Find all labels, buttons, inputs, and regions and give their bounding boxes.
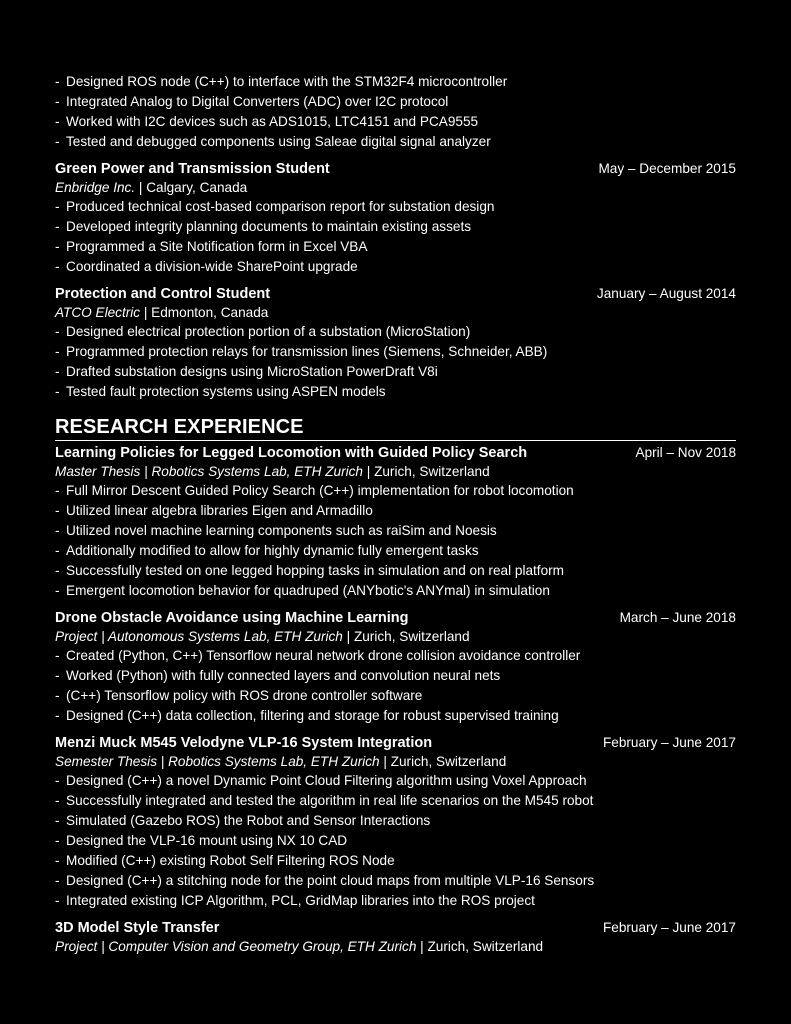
entry-bullet-list (55, 197, 736, 277)
entry-subtitle (55, 463, 736, 481)
entry-org: Project | Autonomous Systems Lab, ETH Zurich (55, 629, 343, 644)
entry-subtitle (55, 938, 736, 956)
bullet-item: - Designed the VLP-16 mount using NX 10 CAD (55, 831, 736, 851)
research-entry-drone (55, 608, 736, 726)
bullet-item: - Designed electrical protection portion of a substation (MicroStation) (55, 322, 736, 342)
bullet-item: - Programmed a Site Notification form in Excel VBA (55, 237, 736, 257)
section-title-research: RESEARCH EXPERIENCE (55, 415, 736, 441)
bullet-item: - Designed (C++) a stitching node for the point cloud maps from multiple VLP-16 Sensors (55, 871, 736, 891)
bullet-item: - Designed (C++) a novel Dynamic Point Cloud Filtering algorithm using Voxel Approach (55, 771, 736, 791)
bullet-item: - Worked (Python) with fully connected layers and convolution neural nets (55, 666, 736, 686)
entry-location: | Zurich, Switzerland (342, 629, 470, 644)
entry-title: Learning Policies for Legged Locomotion with Guided Policy Search (55, 445, 528, 461)
entry-date: April – Nov 2018 (635, 445, 736, 460)
bullet-item: - Created (Python, C++) Tensorflow neural network drone collision avoidance controller (55, 646, 736, 666)
entry-date: March – June 2018 (619, 610, 736, 625)
bullet-item: - Utilized linear algebra libraries Eigen and Armadillo (55, 501, 736, 521)
entry-title: 3D Model Style Transfer (55, 920, 220, 936)
entry-location: | Zurich, Switzerland (379, 754, 507, 769)
entry-location: | Edmonton, Canada (140, 305, 269, 320)
entry-date: February – June 2017 (602, 920, 736, 935)
entry-subtitle (55, 304, 736, 322)
work-entry-atco (55, 284, 736, 402)
bullet-item: - Integrated Analog to Digital Converters (ADC) over I2C protocol (55, 92, 736, 112)
entry-date: February – June 2017 (602, 735, 736, 750)
entry-org: Semester Thesis | Robotics Systems Lab, ETH Zurich (55, 754, 380, 769)
entry-date: May – December 2015 (598, 161, 736, 176)
bullet-item: - Worked with I2C devices such as ADS1015, LTC4151 and PCA9555 (55, 112, 736, 132)
bullet-item: - Coordinated a division-wide SharePoint upgrade (55, 257, 736, 277)
entry-org: Master Thesis | Robotics Systems Lab, ETH Zurich (55, 464, 363, 479)
entry-title: Green Power and Transmission Student (55, 161, 330, 177)
bullet-item: - Full Mirror Descent Guided Policy Search (C++) implementation for robot locomotion (55, 481, 736, 501)
bullet-item: - Tested fault protection systems using ASPEN models (55, 382, 736, 402)
bullet-item: - Successfully integrated and tested the algorithm in real life scenarios on the M545 robot (55, 791, 736, 811)
work-entry-enbridge (55, 159, 736, 277)
entry-org: Enbridge Inc. (55, 180, 136, 195)
bullet-item: - Successfully tested on one legged hopping tasks in simulation and on real platform (55, 561, 736, 581)
bullet-item: - Programmed protection relays for transmission lines (Siemens, Schneider, ABB) (55, 342, 736, 362)
entry-subtitle (55, 628, 736, 646)
entry-location: | Zurich, Switzerland (416, 939, 544, 954)
bullet-item: - Modified (C++) existing Robot Self Filtering ROS Node (55, 851, 736, 871)
entry-location: | Zurich, Switzerland (362, 464, 490, 479)
bullet-item: - Designed ROS node (C++) to interface with the STM32F4 microcontroller (55, 72, 736, 92)
entry-bullet-list (55, 481, 736, 601)
entry-subtitle (55, 753, 736, 771)
entry-bullet-list (55, 771, 736, 911)
bullet-item: - Integrated existing ICP Algorithm, PCL, GridMap libraries into the ROS project (55, 891, 736, 911)
research-entry-style-transfer (55, 918, 736, 956)
bullet-item: - Drafted substation designs using MicroStation PowerDraft V8i (55, 362, 736, 382)
bullet-item: - Produced technical cost-based comparison report for substation design (55, 197, 736, 217)
bullet-item: - Additionally modified to allow for highly dynamic fully emergent tasks (55, 541, 736, 561)
bullet-item: - Tested and debugged components using Saleae digital signal analyzer (55, 132, 736, 152)
entry-bullet-list (55, 322, 736, 402)
bullet-item: - Simulated (Gazebo ROS) the Robot and Sensor Interactions (55, 811, 736, 831)
entry-org: Project | Computer Vision and Geometry Group, ETH Zurich (55, 939, 417, 954)
bullet-item: - Emergent locomotion behavior for quadruped (ANYbotic's ANYmal) in simulation (55, 581, 736, 601)
top-bullet-list (55, 72, 736, 152)
entry-title: Protection and Control Student (55, 286, 271, 302)
entry-org: ATCO Electric (55, 305, 141, 320)
bullet-item: - (C++) Tensorflow policy with ROS drone controller software (55, 686, 736, 706)
bullet-item: - Utilized novel machine learning components such as raiSim and Noesis (55, 521, 736, 541)
entry-subtitle (55, 179, 736, 197)
research-entry-master-thesis (55, 443, 736, 601)
entry-date: January – August 2014 (596, 286, 736, 301)
research-entry-menzi-muck (55, 733, 736, 911)
bullet-item: - Developed integrity planning documents to maintain existing assets (55, 217, 736, 237)
bullet-item: - Designed (C++) data collection, filtering and storage for robust supervised training (55, 706, 736, 726)
entry-bullet-list (55, 646, 736, 726)
entry-location: | Calgary, Canada (135, 180, 248, 195)
entry-title: Menzi Muck M545 Velodyne VLP-16 System Integration (55, 735, 433, 751)
entry-title: Drone Obstacle Avoidance using Machine Learning (55, 610, 409, 626)
